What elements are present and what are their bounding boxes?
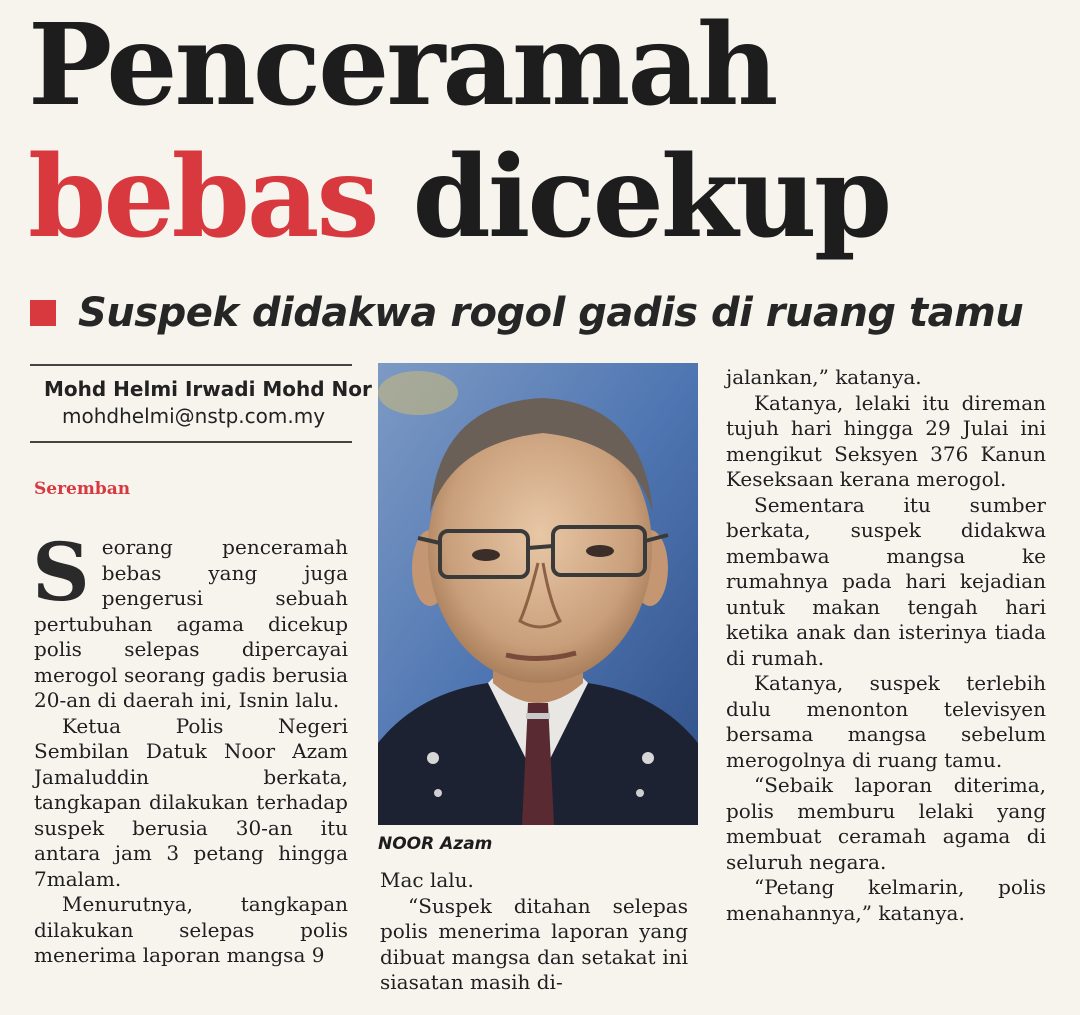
dateline-location: Seremban [34, 479, 131, 499]
paragraph-text: eorang penceramah bebas yang juga pengerusi sebuah pertubuhan agama dicekup polis selepas dipercayai merogol seorang gadis berusia 20-an di daerah ini, Isnin lalu. [34, 535, 348, 712]
headline-line-2 [28, 132, 890, 263]
article-paragraph: Ketua Polis Negeri Sembilan Datuk Noor Azam Jamaluddin berkata, tangkapan dilakukan terhadap suspek berusia 30-an itu antara jam 3 petang hingga 7malam. [34, 713, 348, 891]
article-paragraph: Menurutnya, tangkapan dilakukan selepas polis menerima laporan mangsa 9 [34, 892, 348, 967]
portrait-photo [378, 363, 698, 825]
article-paragraph [32, 525, 348, 714]
article-column-3 [726, 365, 1046, 926]
headline-word-dark: dicekup [412, 132, 890, 263]
byline-rule-top [30, 364, 352, 366]
article-paragraph: Sementara itu sumber berkata, suspek didakwa membawa mangsa ke rumahnya pada hari kejadian untuk makan tengah hari ketika anak dan isterinya tiada di rumah. [726, 492, 1046, 670]
article-paragraph: Katanya, lelaki itu direman tujuh hari hingga 29 Julai ini mengikut Seksyen 376 Kanun Keseksaan kerana merogol. [726, 390, 1046, 491]
article-paragraph: “Sebaik laporan diterima, polis memburu lelaki yang membuat ceramah agama di seluruh negara. [726, 773, 1046, 874]
article-paragraph: jalankan,” katanya. [726, 365, 922, 389]
article-paragraph: Mac lalu. [380, 868, 474, 892]
byline-rule-bottom [30, 441, 352, 443]
headline-word-red: bebas [28, 132, 377, 263]
article-paragraph: Katanya, suspek terlebih dulu menonton televisyen bersama mangsa sebelum merogolnya di ruang tamu. [726, 671, 1046, 772]
byline-email: mohdhelmi@nstp.com.my [62, 404, 326, 428]
article-paragraph: “Suspek ditahan selepas polis menerima laporan yang dibuat mangsa dan setakat ini siasatan masih di- [380, 893, 688, 994]
subheadline [30, 290, 1023, 336]
article-column-1 [32, 525, 348, 969]
portrait-photo-image [378, 363, 698, 825]
article-column-2 [380, 868, 688, 996]
bullet-square-icon [30, 300, 56, 326]
headline-line-1: Penceramah [28, 0, 776, 131]
photo-caption: NOOR Azam [378, 834, 493, 854]
article-paragraph: “Petang kelmarin, polis menahannya,” katanya. [726, 875, 1046, 925]
byline-author: Mohd Helmi Irwadi Mohd Nor [44, 377, 372, 401]
drop-cap: S [32, 525, 90, 619]
subheadline-text: Suspek didakwa rogol gadis di ruang tamu [78, 290, 1024, 336]
